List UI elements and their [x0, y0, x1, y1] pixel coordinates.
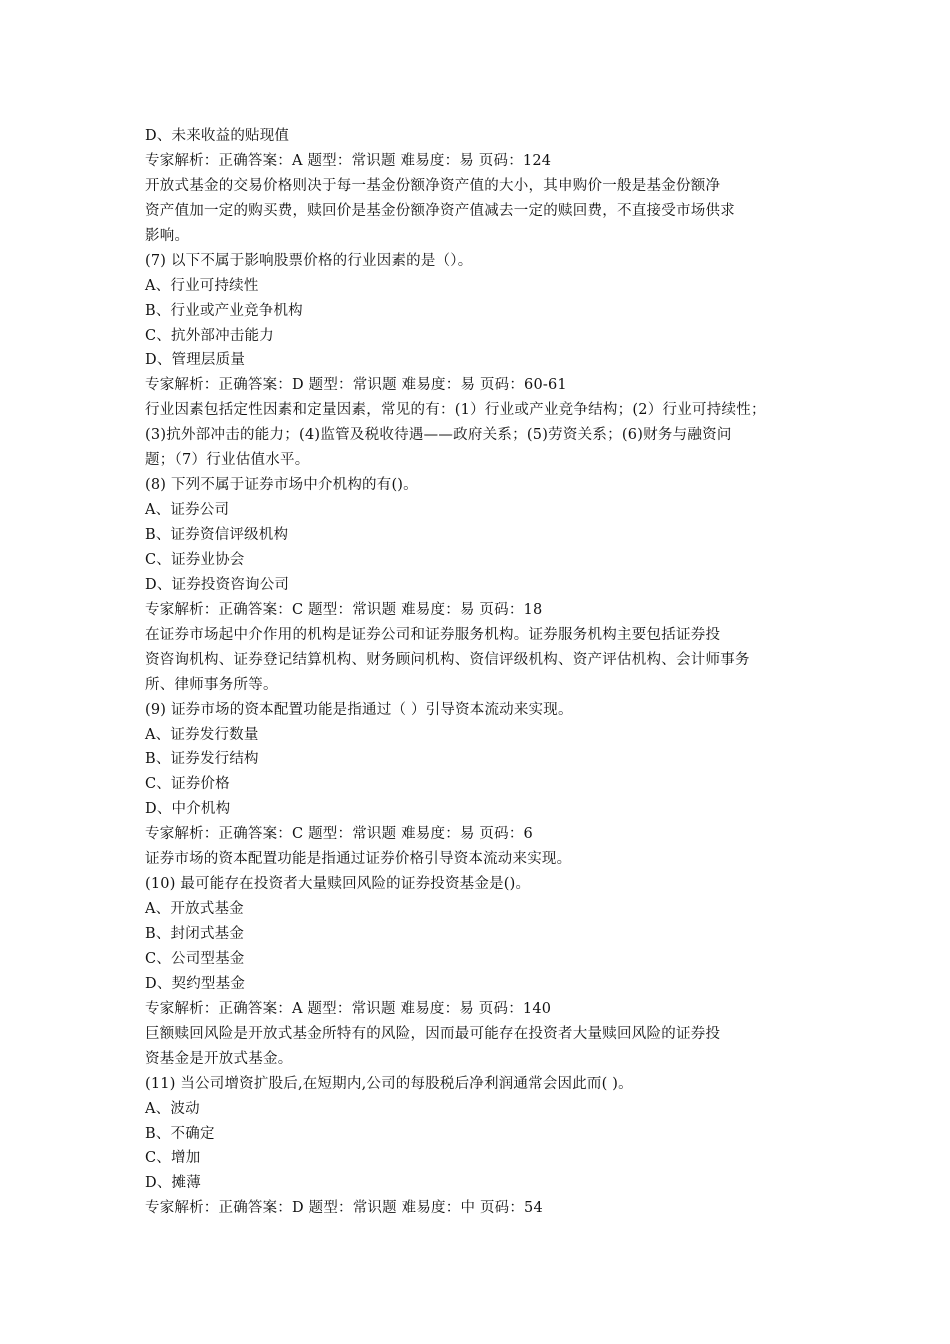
- expert-analysis: 专家解析：正确答案：D 题型：常识题 难易度：中 页码：54: [145, 1200, 543, 1217]
- expert-analysis: 专家解析：正确答案：A 题型：常识题 难易度：易 页码：140: [145, 1000, 552, 1017]
- option-b: B、证券资信评级机构: [145, 527, 289, 543]
- explanation-line: 证券市场的资本配置功能是指通过证券价格引导资本流动来实现。: [145, 851, 572, 868]
- option-a: A、行业可持续性: [145, 277, 259, 294]
- explanation-paragraph: [145, 1022, 815, 1072]
- option-c: C、抗外部冲击能力: [145, 327, 274, 344]
- question-7: (7) 以下不属于影响股票价格的行业因素的是（）。: [145, 252, 473, 269]
- question-9: (9) 证券市场的资本配置功能是指通过（ ）引导资本流动来实现。: [145, 701, 573, 718]
- option-c: C、公司型基金: [145, 950, 245, 967]
- option-d: D、未来收益的贴现值: [145, 128, 290, 144]
- question-10: (10) 最可能存在投资者大量赎回风险的证券投资基金是()。: [145, 876, 531, 893]
- option-b: B、证券发行结构: [145, 751, 259, 768]
- explanation-paragraph: [145, 174, 815, 249]
- option-b: B、行业或产业竞争机构: [145, 302, 303, 319]
- option-d: D、契约型基金: [145, 975, 246, 992]
- explanation-line: 资咨询机构、证券登记结算机构、财务顾问机构、资信评级机构、资产评估机构、会计师事务: [145, 651, 750, 668]
- explanation-line: 题；（7）行业估值水平。: [145, 452, 310, 469]
- explanation-line: 在证券市场起中介作用的机构是证券公司和证券服务机构。证券服务机构主要包括证券投: [145, 626, 721, 643]
- document-page: [145, 124, 815, 1221]
- option-d: D、中介机构: [145, 801, 231, 818]
- explanation-line: 开放式基金的交易价格则决于每一基金份额净资产值的大小，其申购价一般是基金份额净: [145, 177, 721, 194]
- option-b: B、不确定: [145, 1125, 215, 1142]
- expert-analysis: 专家解析：正确答案：C 题型：常识题 难易度：易 页码：18: [145, 601, 543, 618]
- option-a: A、开放式基金: [145, 901, 244, 918]
- question-8: (8) 下列不属于证券市场中介机构的有()。: [145, 477, 418, 494]
- explanation-line: (3)抗外部冲击的能力；(4)监管及税收待遇——政府关系；(5)劳资关系；(6)财务与融资问: [145, 427, 732, 444]
- explanation-paragraph: [145, 398, 815, 473]
- option-a: A、证券公司: [145, 502, 230, 519]
- explanation-paragraph: [145, 623, 815, 698]
- option-c: C、证券价格: [145, 776, 230, 793]
- expert-analysis: 专家解析：正确答案：C 题型：常识题 难易度：易 页码：6: [145, 826, 533, 843]
- option-d: D、管理层质量: [145, 352, 246, 369]
- explanation-line: 巨额赎回风险是开放式基金所特有的风险，因而最可能存在投资者大量赎回风险的证券投: [145, 1025, 721, 1042]
- option-a: A、波动: [145, 1100, 200, 1117]
- expert-analysis: 专家解析：正确答案：A 题型：常识题 难易度：易 页码：124: [145, 152, 552, 169]
- option-d: D、摊薄: [145, 1175, 201, 1192]
- option-c: C、增加: [145, 1150, 201, 1167]
- explanation-line: 资基金是开放式基金。: [145, 1050, 293, 1067]
- option-a: A、证券发行数量: [145, 726, 259, 743]
- option-b: B、封闭式基金: [145, 926, 245, 942]
- explanation-line: 所、律师事务所等。: [145, 676, 278, 693]
- option-c: C、证券业协会: [145, 551, 245, 568]
- explanation-line: 影响。: [145, 227, 190, 244]
- question-11: (11) 当公司增资扩股后,在短期内,公司的每股税后净利润通常会因此而( )。: [145, 1075, 633, 1092]
- option-d: D、证券投资咨询公司: [145, 576, 290, 593]
- explanation-line: 行业因素包括定性因素和定量因素，常见的有：(1）行业或产业竞争结构；(2）行业可持续性；: [145, 402, 766, 419]
- explanation-line: 资产值加一定的购买费，赎回价是基金份额净资产值减去一定的赎回费，不直接受市场供求: [145, 202, 735, 219]
- expert-analysis: 专家解析：正确答案：D 题型：常识题 难易度：易 页码：60-61: [145, 377, 567, 394]
